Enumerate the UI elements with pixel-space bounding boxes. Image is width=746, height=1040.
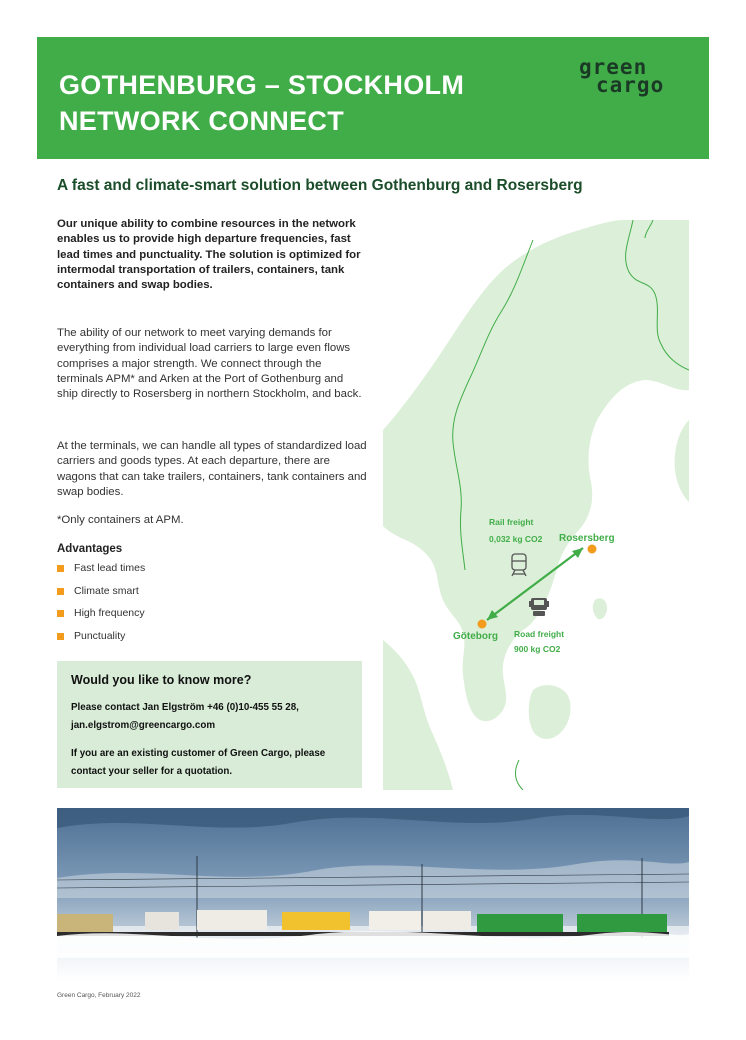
contact-title: Would you like to know more?: [71, 673, 252, 687]
title-line-1: GOTHENBURG – STOCKHOLM: [59, 70, 465, 100]
logo-line-2: cargo: [596, 73, 665, 97]
train-photo: [57, 808, 689, 981]
body-paragraph-2: At the terminals, we can handle all types of standardized load carriers and goods types. At each departure, there are wagons that can take trailers, containers, tank containers and swap bodies.: [57, 440, 367, 498]
list-item: [57, 562, 145, 585]
subtitle: A fast and climate-smart solution between Gothenburg and Rosersberg: [57, 177, 583, 194]
land-shape: [383, 640, 453, 790]
footnote-apm: *Only containers at APM.: [57, 514, 184, 526]
city-marker-rosersberg: [588, 545, 597, 554]
title-line-2: NETWORK CONNECT: [59, 106, 344, 136]
intro-paragraph: Our unique ability to combine resources in the network enables us to provide high departure frequencies, fast lead times and punctuality. The solution is optimized for intermodal transportation of trailers, containers, tank containers and swap bodies.: [57, 218, 361, 292]
bullet-icon: [57, 633, 64, 640]
list-item: [57, 630, 145, 653]
route-map: [383, 220, 689, 790]
bullet-icon: [57, 565, 64, 572]
page-title: [59, 67, 464, 139]
advantages-title: Advantages: [57, 543, 123, 555]
header-banner: [37, 37, 709, 159]
road-freight-value: 900 kg CO2: [514, 644, 561, 654]
contact-seller-note: If you are an existing customer of Green Cargo, please contact your seller for a quotation.: [71, 748, 326, 777]
land-shape: [529, 685, 571, 739]
body-paragraph-1: The ability of our network to meet varying demands for everything from individual load carriers to large even flows comprises a major strength. We connect through the terminals APM* and Arken at the Port of Gothenburg and ship directly to Rosersberg in northern Stockholm, and back.: [57, 327, 362, 401]
city-marker-goteborg: [478, 620, 487, 629]
road-freight-label: Road freight: [514, 629, 565, 639]
advantage-label: High frequency: [74, 607, 145, 619]
arrowhead-icon: [572, 548, 583, 558]
bullet-icon: [57, 610, 64, 617]
advantages-list: [57, 562, 145, 652]
advantage-label: Climate smart: [74, 584, 139, 597]
contact-details[interactable]: Please contact Jan Elgström +46 (0)10-455 55 28, jan.elgstrom@greencargo.com: [71, 702, 299, 731]
green-cargo-logo: [569, 55, 687, 105]
land-shape: [675, 420, 689, 502]
logo-line-1: green: [579, 55, 648, 79]
advantage-label: Fast lead times: [74, 562, 146, 574]
rail-freight-value: 0,032 kg CO2: [489, 534, 543, 544]
footer-note: Green Cargo, February 2022: [57, 992, 141, 999]
border-line: [516, 760, 523, 790]
city-label-rosersberg: Rosersberg: [559, 533, 615, 544]
land-shape: [593, 598, 607, 619]
city-label-goteborg: Göteborg: [453, 631, 498, 642]
map-svg: [383, 220, 689, 790]
rail-freight-label: Rail freight: [489, 517, 534, 527]
photo-svg: [57, 808, 689, 981]
advantage-label: Punctuality: [74, 629, 126, 642]
list-item: [57, 607, 145, 630]
contact-box: [57, 661, 362, 788]
bullet-icon: [57, 588, 64, 595]
list-item: [57, 585, 145, 608]
